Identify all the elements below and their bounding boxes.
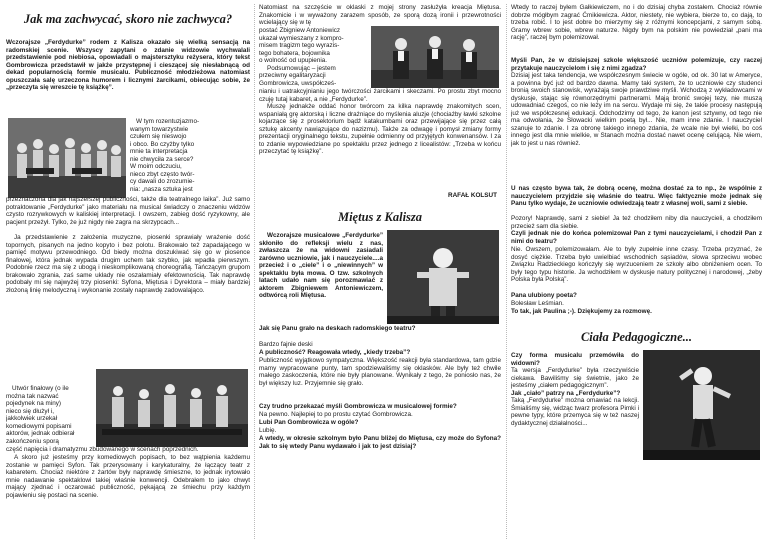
wrap-line: misem tragizm tego wyrazis- [259,42,340,50]
interview-question: Lubi Pan Gombrowicza w ogóle? [259,419,359,426]
interview-title: Miętus z Kalisza [337,210,423,224]
body-paragraph: część napięcia i dramatyzmu zbudowanego w scenach poprzednich. [6,446,199,453]
stage-photo-actor [371,26,499,88]
wrap-line: nia: „nasza sztuka jest [130,185,193,193]
wrap-line: można tak nazwać [6,392,59,400]
interview-question: Pana ulubiony poeta? [511,292,577,299]
wrap-line: mnie ta interpretacja [130,148,188,156]
body-paragraph: Ja przedstawienie z założenia muzyczne, piosenki sprawiały wrażenie dość topornych, pisanych na jedno kopyto i bez polotu. Brakowało też zapadającego w pamięć motywu przewodniego. Od biedy można doszukiwać się go w piosence finałowej, która jednak wypada drugim uchem tak szybko, jak wpadła pierwszym. Podobnie rzecz ma się z ubogą i nieskomplikowaną choreografią. Tańczącym grupom brakowało zgrania, zaś same układy nie oszałamiały efektownością. Tak naprawdę podobały mi się najwyżej trzy piosenki: Syfona, Miętusa i Dyrektora – miały bardziej złożoną linię melodyczną i wykonanie zostały naprawdę zadowalająco. [6,234,250,294]
interview-answer: Taką „Ferdydurke” można omawiać na lekcji. Śmialiśmy się, widząc twarz profesora Pimki i pewne typy, które przemyca się w też naszej dydaktycznej działalności... [511,397,639,427]
closing-line: To tak, jak Paulina ;-). Dziękujemy za rozmowę. [511,308,652,315]
interview-question: Czy forma musicalu przemówiła do widowni? [511,352,639,367]
interview-question: A publiczność? Reagowała wtedy, „kiedy trzeba”? [259,349,411,356]
stage-photo-duel [96,369,248,447]
wrap-line: i obco. Bo czyżby tylko [130,140,195,148]
wrap-block-1 [130,118,250,193]
wrap-line: ukazał wymieszany z kompro- [259,34,344,42]
interview-intro: Wczorajsze musicalowe „Ferdydurke” skłoniło do refleksji wielu z nas, zwłaszcza że na widowni zasiadali zarówno uczniowie, jak i nauczyciele....a przecież i o „ciele” i o „niewinnych” w spektaklu była mowa. O tzw. szkolnych latach udało nam się porozmawiać z aktorem Zbigniewem Antoniewiczem, odtwórcą roli Miętusa. [259,232,383,300]
wrap-line: Gombrowicza, uwspółcześ- [259,79,337,87]
teacher-interview [511,352,639,427]
interview-question: Jak się Panu grało na deskach radomskiego teatru? [259,325,416,332]
stage-photo-group [8,118,126,198]
body-paragraph: przeznaczona dla jak najszerszej publiczności, także dla teatralnego laika”. Już samo potraktowanie „Ferdydurke” jako materiału na musical świadczy o znaczeniu widzów czysto rozrywkowych w kaliskiej interpretacji. I owszem, zabieg dość ryzykowny, ale pacjent przeżył. Tylko, że już nigdy nie zagra na skrzypcach... [6,196,250,226]
article-title: Jak ma zachwycać, skoro nie zachwyca? [23,12,233,26]
wrap-line: Podsumowując – jestem [267,64,336,72]
wrap-line: aktorów, jednak odbierał [6,430,75,438]
interview-answer: Dzisiaj jest taka tendencja, we współczesnym świecie w ogóle, od ok. 30 lat w Ameryce, a powinna być już od bardzo dawna. Mamy taki system, że to uczniowie czy studenci bronią swoich stanowisk, wyrażają swoje prawdziwe myśli. Wchodzą z wykładowcami w dyskusje, stając się równorzędnymi partnerami. Mają bronić swojej tezy, nie muszą udowadniać czegoś, co nie leży im na sercu. Wydaje mi się, że takie procesy następują już we współczesnej edukacji. Odchodzimy od tego, że kanon jest sztywny, od tego nie ma odwołania, że Słowacki wielkim poetą był... Nie, mam inne zdanie. I nauczyciel szanuje to zdanie. I za obronę takiego innego zdania, że wcale nie był wielki, bo coś innego jest dla mnie wielkie, w Stanach można dostać nawet ocenę celującą. Nie wiem, jak to jest u nas również. [511,72,762,147]
wrap-line: wanym towarzystwie [130,125,189,133]
interview-question: Czy trudno przekazać myśli Gombrowicza w musicalowej formie? [259,403,457,410]
wrap-line: postać Zbigniew Antoniewicz [259,27,341,34]
interview-answer: Nie. Owszem, polemizowałam. Ale to były zupełnie inne czasy. Trzeba przyznać, że dosyć ciężkie. Trzeba było uwielbiać wschodnich sąsiadów, słowa sprzeciwu wobec Związku Radzieckiego kończyły się wyrzuceniem ze szkoły albo obniżeniem ocen. To były tego typu historie. Ja wchodziłem w dyskusje natury politycznej i narodowej, „żeby Polska była Polską”. [511,246,762,284]
column-2 [259,0,501,543]
wrap-line: W moim odczuciu, [130,163,182,171]
interview-answer: Pozory! Naprawdę, sami z siebie! Ja też chodziłem niby dla nauczycieli, a chodziłem przecież sam dla siebie. [511,215,762,230]
interview-answer: Wtedy to raczej byłem Gałkiewiczem, no i do dzisiaj chyba zostałem. Chociaż równie dobrze mógłbym zagrać Ćmikiewicza. Aktor, niestety, nie wybiera, bierze to, co dają, to trzeba robić. I to jest dobre bo mierzymy się z różnymi koncepcjami, z samym sobą. Gramy wbrew sobie, wbrew naturze. Nigdy bym na polskim nie powiedział „pani ma rację”, raczej bym polemizował. [511,4,762,42]
interview-answer: Bardzo fajnie deski [259,341,313,348]
body-paragraph: Muszę jednakże oddać honor twórcom za kilka naprawdę znakomitych scen, wspaniałą grę aktorską i liczne drażniące do myślenia aluzje (chociażby ławki szkolne kojarzące się z prosektorium bądź katakumbami oraz przewijające się przez całą sztukę akcenty nawiązujące do nazizmu). Także za odwagę i pomysł zmiany formy prezentacji oryginalnego tekstu, zupełnie odmienny od przyjętych konwenansów. I za to zdanie wypowiedziane po spektaklu przez jednego z licealistów: „Trzeba w końcu przeczytać tę książkę”. [259,103,501,156]
wrap-line: jakkolwiek urzekał [6,415,58,423]
wrap-line: zakończeniu sporą [6,437,59,445]
wrap-block-2 [6,385,92,445]
wrap-line: komediowymi popisami [6,422,72,430]
wrap-line: cy dawali do zrozumie- [130,178,195,186]
wrap-line: Utwór finałowy (o ile [12,385,69,392]
interview-answer: Ta wersja „Ferdydurke” była rzeczywiście ciekawa. Bawiliśmy się świetnie, jako że jesteśmy „ciałem pedagogicznym”. [511,367,639,390]
stage-photo-dancer [643,350,760,460]
wrap-line: nieco się dłużył i, [6,407,54,415]
wrap-block-3 [259,27,367,87]
body-paragraph: A skoro już jesteśmy przy komediowych popisach, to bez wątpienia każdemu zostanie w pamięci Syfon. Tak przerysowany i karykaturalny, że łączący teatr z kabaretem. Chociaż niektóre z żartów były naprawdę śmieszne, to jednak irytowało mnie nadawanie spektaklowi takiej właśnie konwencji. Odebrałem to jako chwyt mający zjednać i oczarować publiczność, pękającą ze śmiechu przy każdym pojawieniu się postaci na scenie. [6,454,250,499]
interview-answer: Lubię. [259,427,277,434]
author-signature: RAFAŁ KOLSUT [448,192,497,199]
article-lead: Wczorajsze „Ferdydurke” rodem z Kalisza okazało się wielką sensacją na radomskiej scenie. Wszyscy zapytani o zdanie widzowie wychwalali przedstawienie pod niebiosa, opowiadali o majstersztyku reżysera, który tekst Gombrowicza przedstawił w jakże przystępnej i cieszącej się niesłabnącą od dekad popularnością formie musicalu. Publiczność młodzieżowa natomiast opuszczała salę urzeczona humorem i licznymi żarcikami, obiecując sobie, że „przeczyta się wreszcie tę książkę”. [6,39,250,92]
interview-answer: Publiczność wyjątkowo sympatyczna. Większość reakcji była standardowa, tam gdzie mamy wypracowane punty, tam spodziewaliśmy się oklasków. Ale były też chwile małego zaskoczenia, które nie były planowane. Wynikały z tego, że poniosło nas, że był większy luz. Przyjemnie się grało. [259,357,501,387]
column-1 [6,0,250,543]
interview-question: A wtedy, w okresie szkolnym było Panu bliżej do Miętusa, czy może do Syfona? Jak to się wtedy Panu wydawało i jak to jest dzisiaj? [259,435,501,450]
interview-answer: Na pewno. Najlepiej to po prostu czytać Gombrowicza. [259,411,413,418]
wrap-line: tego bohatera, bojownika [259,49,330,57]
section-title: Ciała Pedagogiczne... [580,330,693,344]
interview-question: Czyli jednak nie do końca polemizował Pan z tymi nauczycielami, i chodził Pan z nimi do teatru? [511,230,762,245]
wrap-line: nie chwyciła za serce? [130,155,194,163]
wrap-line: czułem się nieswojo [130,133,187,141]
wrap-line: W tym rozentuzjazmo- [136,118,200,125]
interview-question: Jak „ciało” patrzy na „Ferdydurke”? [511,389,621,397]
body-paragraph: nianiu i uatrakcyjnianiu jego twórczości żarcikami i skeczami. Po prostu zbyt mocno czuję tutaj kabaret, a nie „Ferdydurke”. [259,88,501,103]
interview-question: U nas często bywa tak, że dobrą ocenę, można dostać za to np., że wspólnie z nauczycielem przyjdzie się właśnie do teatru. Więc faktycznie może jednak się Panu tylko wydaje, że uczniowie odwiedzają teatr z własnej woli, sami z siebie. [511,185,762,208]
interview-question: Myśli Pan, że w dzisiejszej szkole większość uczniów polemizuje, czy raczej przytakuje nauczycielom i się z nimi zgadza? [511,57,762,72]
stage-photo-performer [387,230,499,324]
wrap-line: przeciwny egalitaryzacji [259,72,326,80]
column-divider [506,4,507,539]
column-3 [511,0,762,543]
interview-answer: Bolesław Leśmian. [511,300,564,307]
column-divider [254,4,255,539]
body-paragraph: Natomiast na szczęście w oklaski z mojej strony zasłużyła kreacja Miętusa. Znakomicie i w wyważony zarazem sposób, ze sporą dozą ironii i przewrotności wcielający się w tę [259,4,501,27]
wrap-line: nieco zbyt często twór- [130,170,195,178]
wrap-line: pojedynek na miny) [6,400,62,408]
wrap-line: o wolność od upupienia. [259,57,328,65]
